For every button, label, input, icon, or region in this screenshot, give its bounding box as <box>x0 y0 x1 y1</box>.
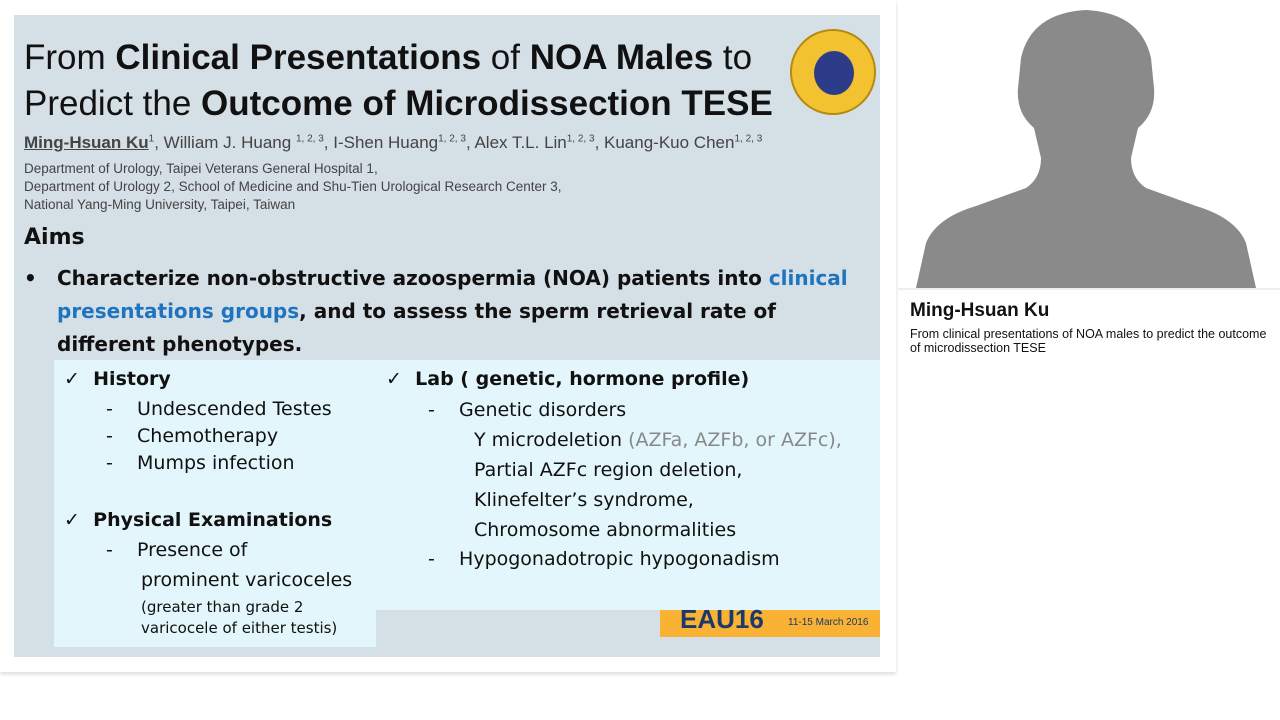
history-item: - Mumps infection <box>106 452 295 474</box>
lab-heading: ✓ Lab ( genetic, hormone profile) <box>386 368 750 390</box>
lab-item: - Genetic disorders <box>428 399 627 421</box>
lab-subitem: Klinefelter’s syndrome, <box>474 489 694 511</box>
history-item: - Chemotherapy <box>106 425 279 447</box>
history-item: - Undescended Testes <box>106 398 332 420</box>
affiliations: Department of Urology, Taipei Veterans General Hospital 1, Department of Urology 2, School of Medicine and Shu-Tien Urological Research Center 3, National Yang-Ming University, Taipei, Taiwan <box>24 161 562 212</box>
slide-title: From Clinical Presentations of NOA Males to Predict the Outcome of Microdissection TESE <box>24 38 773 123</box>
lab-item: - Hypogonadotropic hypogonadism <box>428 548 780 570</box>
physical-item-cont: prominent varicoceles <box>141 569 353 591</box>
department-seal-logo <box>790 29 876 115</box>
person-silhouette-icon <box>916 8 1256 288</box>
divider <box>898 288 1280 290</box>
lab-subitem: Y microdeletion (AZFa, AZFb, or AZFc), <box>474 429 842 451</box>
physical-note: varicocele of either testis) <box>141 619 338 637</box>
presenter-video <box>898 0 1280 288</box>
physical-note: (greater than grade 2 <box>141 598 304 616</box>
presenter-name: Ming-Hsuan Ku <box>910 300 1050 321</box>
physical-item: - Presence of <box>106 539 248 561</box>
physical-heading: ✓ Physical Examinations <box>64 509 333 531</box>
presentation-description: From clinical presentations of NOA males to predict the outcome of microdissection TESE <box>910 327 1267 355</box>
authors: Ming-Hsuan Ku$^1$, William J. Huang $^{1, 2, 3}$, I-Shen Huang$^{1, 2, 3}$, Alex T.L. Lin$^{1, 2, 3}$, Kuang-Kuo Chen$^{1, 2, 3}$ <box>24 133 763 152</box>
slide: From Clinical Presentations of NOA Males to Predict the Outcome of Microdissection TESE Ming-Hsuan Ku$^1$, William J. Huang $^{1, 2, 3}$, I-Shen Huang$^{1, 2, 3}$, Alex T.L. Lin$^{1, 2, 3}$, Kuang-Kuo Chen$^{1, 2, 3}$ Department of Urology, Taipei Veterans General Hospital 1, Department of Urology 2, School of Medicine and Shu-Tien Urological Research Center 3, National Yang-Ming University, Taipei, Taiwan Aims • Characterize non-obstructive azoospermia (NOA) patients into clinical presentations groups, and to assess the sperm retrieval rate of different phenotypes. EAU16 11-15 March 2016 ✓ History - Undescended Testes - Chemotherapy - Mumps infection ✓ Physical Examinations - Presence of prominent varicoceles (greater than grade 2 varicocele of either testis) ✓ Lab ( genetic, hormone profile) - Genetic disorders Y microdeletion (AZFa, AZFb, or AZFc), Partial AZFc region deletion, Klinefelter’s syndrome, Chromosome abnormalities - Hypogonadotropic hypogonadism <box>14 15 880 657</box>
eau16-banner: EAU16 11-15 March 2016 <box>660 610 880 637</box>
lab-subitem: Chromosome abnormalities <box>474 519 737 541</box>
aims-heading: Aims <box>24 225 85 250</box>
lab-subitem: Partial AZFc region deletion, <box>474 459 743 481</box>
history-heading: ✓ History <box>64 368 171 390</box>
